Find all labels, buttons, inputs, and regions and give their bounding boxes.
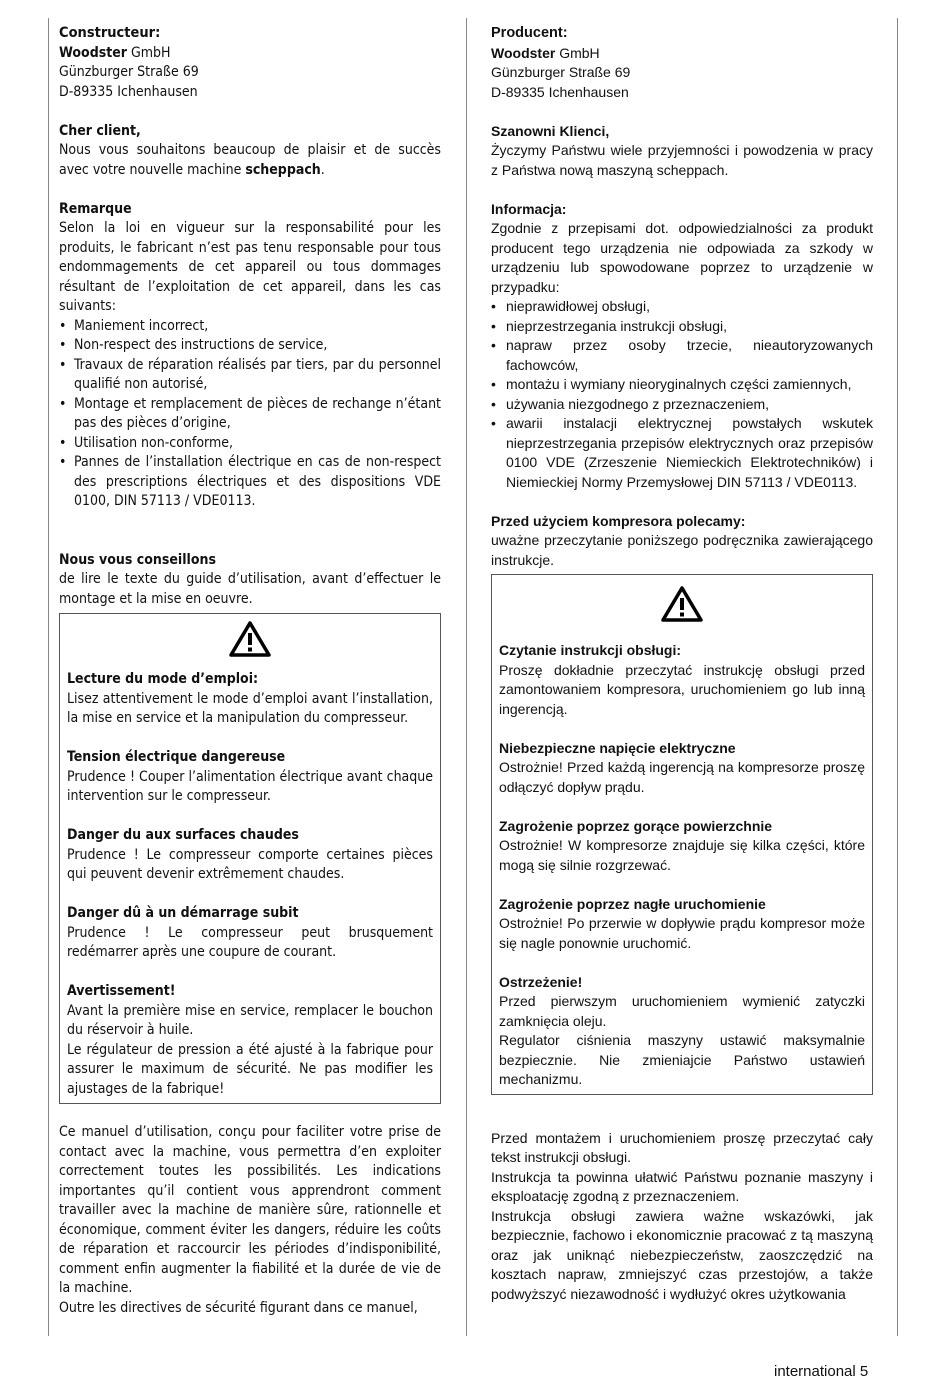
pl-closing-text-3: Instrukcja obsługi zawiera ważne wskazówki, jak bezpiecznie, fachowo i ekonomicznie pracować z tą maszyną oraz jak uniknąć niebezpieczeństw, zaoszczędzić na kosztach napraw, zmniejszyć czas przestojów, a także podwyższyć niezawodność i wydłużyć okres użytkowania: [491, 1207, 873, 1302]
fr-safety-box: [59, 613, 441, 1104]
pl-box-text-4: Ostrożnie! Po przerwie w dopływie prądu kompresor może się nagle ponownie uruchomić.: [499, 915, 865, 951]
pl-box-text-2: Ostrożnie! Przed każdą ingerencją na kompresorze proszę odłączyć dopływ prądu.: [499, 759, 865, 795]
fr-street: Günzburger Straße 69: [59, 64, 199, 80]
list-item: • używania niezgodnego z przeznaczeniem,: [491, 395, 873, 415]
polish-column: [491, 24, 873, 1304]
list-item: • montażu i wymiany nieoryginalnych części zamiennych,: [491, 375, 873, 395]
list-item: • Non-respect des instructions de service,: [59, 336, 441, 356]
list-item: • Travaux de réparation réalisés par tiers, par du personnel qualifié non autorisé,: [59, 356, 441, 395]
fr-note-list: [59, 317, 441, 512]
list-item: • awarii instalacji elektrycznej powstałych wskutek nieprzestrzegania przepisów elektrycznych oraz przepisów 0100 VDE (Zrzeszenie Niemieckich Elektrotechników) i Niemieckiej Normy Przemysłowej DIN 57113 / VDE0113.: [491, 414, 873, 492]
pl-box-text-5b: Regulator ciśnienia maszyny ustawić maksymalnie bezpiecznie. Nie zmieniajcie Państwo ustawień mechanizmu.: [499, 1032, 865, 1087]
pl-greeting-text: Życzymy Państwu wiele przyjemności i powodzenia w pracy z Państwa nową maszyną scheppach.: [491, 142, 873, 178]
pl-box-heading-1: Czytanie instrukcji obsługi:: [499, 642, 682, 658]
pl-box-heading-3: Zagrożenie poprzez gorące powierzchnie: [499, 817, 773, 834]
fr-note-heading: Remarque: [59, 200, 132, 217]
pl-street: Günzburger Straße 69: [491, 64, 631, 80]
fr-note-text: Selon la loi en vigueur sur la responsabilité pour les produits, le fabricant n’est pas tenu responsable pour tous endommagements de cet appareil ou tous dommages résultant de l’exploitation de cet appareil, dans les cas suivants:: [59, 220, 441, 314]
fr-city: D-89335 Ichenhausen: [59, 83, 198, 100]
fr-box-heading-2: Tension électrique dangereuse: [67, 749, 286, 765]
pl-manufacturer-heading: Producent:: [491, 25, 568, 41]
center-divider-line: [466, 18, 467, 1336]
fr-company: [59, 44, 441, 64]
warning-triangle-icon: [228, 620, 272, 658]
fr-advice-text: de lire le texte du guide d’utilisation, avant d’effectuer le montage et la mise en oeuvre.: [59, 571, 441, 607]
fr-box-heading-3: Danger du aux surfaces chaudes: [67, 827, 299, 843]
pl-note-list: [491, 297, 873, 492]
right-border-line: [897, 18, 898, 1336]
list-item: • napraw przez osoby trzecie, nieautoryzowanych fachowców,: [491, 336, 873, 375]
fr-greeting-heading: Cher client,: [59, 122, 141, 139]
pl-company-name: Woodster: [491, 44, 556, 61]
pl-box-text-3: Ostrożnie! W kompresorze znajduje się kilka części, które mogą się silnie rozgrzewać.: [499, 837, 865, 873]
pl-box-heading-5: Ostrzeżenie!: [499, 973, 583, 990]
fr-box-text-5a: Avant la première mise en service, remplacer le bouchon du réservoir à huile.: [67, 1002, 433, 1038]
fr-greeting: Nous vous souhaitons beaucoup de plaisir et de succès avec votre nouvelle machine scheppach.: [59, 142, 441, 178]
fr-brand: scheppach: [245, 161, 321, 178]
left-border-line: [48, 18, 49, 1336]
fr-box-text-2: Prudence ! Couper l’alimentation électrique avant chaque intervention sur le compresseur.: [67, 768, 433, 804]
list-item: • nieprzestrzegania instrukcji obsługi,: [491, 317, 873, 337]
pl-note-text: Zgodnie z przepisami dot. odpowiedzialności za produkt producent tego urządzenia nie odpowiada za szkody w urządzeniu lub spowodowane poprzez to urządzenie w przypadku:: [491, 220, 873, 295]
page-footer: international 5: [774, 1363, 869, 1380]
pl-box-heading-4: Zagrożenie poprzez nagłe uruchomienie: [499, 895, 766, 912]
pl-note-heading: Informacja:: [491, 200, 567, 217]
list-item: • Montage et remplacement de pièces de rechange n’étant pas des pièces d’origine,: [59, 395, 441, 434]
list-item: • Maniement incorrect,: [59, 317, 441, 337]
pl-box-heading-2: Niebezpieczne napięcie elektryczne: [499, 739, 736, 756]
fr-company-suffix: GmbH: [127, 44, 171, 61]
pl-box-text-1: Proszę dokładnie przeczytać instrukcję obsługi przed zamontowaniem kompresora, uruchomieniem go lub inną ingerencją.: [499, 661, 865, 717]
pl-safety-box: [491, 574, 873, 1095]
list-item: • nieprawidłowej obsługi,: [491, 297, 873, 317]
fr-box-heading-1: Lecture du mode d’emploi:: [67, 671, 259, 687]
fr-box-heading-4: Danger dû à un démarrage subit: [67, 905, 299, 921]
fr-box-text-1: Lisez attentivement le mode d’emploi avant l’installation, la mise en service et la manipulation du compresseur.: [67, 690, 433, 726]
pl-box-text-5a: Przed pierwszym uruchomieniem wymienić zatyczki zamknięcia oleju.: [499, 993, 865, 1029]
warning-triangle-icon: [660, 585, 704, 623]
list-item: • Pannes de l’installation électrique en cas de non-respect des prescriptions électriques et des dispositions VDE 0100, DIN 57113 / VDE0113.: [59, 453, 441, 512]
pl-company-suffix: GmbH: [555, 44, 600, 61]
list-item: • Utilisation non-conforme,: [59, 434, 441, 454]
fr-greeting-text: Nous vous souhaitons beaucoup de plaisir et de succès avec votre nouvelle machine: [59, 142, 441, 178]
pl-advice-text: uważne przeczytanie poniższego podręcznika zawierającego instrukcje.: [491, 532, 873, 568]
fr-box-text-5b: Le régulateur de pression a été ajusté à la fabrique pour assurer le maximum de sécurité. Ne pas modifier les ajustages de la fabrique!: [67, 1041, 433, 1097]
pl-greeting-heading: Szanowni Klienci,: [491, 122, 610, 139]
fr-closing-text-1: Ce manuel d’utilisation, conçu pour faciliter votre prise de contact avec la machine, vous permettra d’en exploiter correctement toutes les possibilités. Les indications importantes qu’il contient vous apprendront comment travailler avec la machine de manière sûre, rationnelle et économique, comment éviter les dangers, réduire les coûts de réparation et raccourcir les périodes d’indisponibilité, comment enfin augmenter la fiabilité et la durée de vie de la machine.: [59, 1124, 441, 1296]
french-column: [59, 24, 441, 1318]
fr-box-heading-5: Avertissement!: [67, 983, 176, 999]
fr-box-text-4: Prudence ! Le compresseur peut brusquement redémarrer après une coupure de courant.: [67, 924, 433, 960]
pl-closing-text-2: Instrukcja ta powinna ułatwić Państwu poznanie maszyny i eksploatację zgodną z przeznaczeniem.: [491, 1168, 873, 1204]
fr-box-text-3: Prudence ! Le compresseur comporte certaines pièces qui peuvent devenir extrêmement chaudes.: [67, 846, 433, 882]
fr-advice-heading: Nous vous conseillons: [59, 551, 216, 568]
fr-manufacturer-heading: Constructeur:: [59, 25, 161, 41]
fr-closing-text-2: Outre les directives de sécurité figurant dans ce manuel,: [59, 1299, 418, 1316]
pl-advice-heading: Przed użyciem kompresora polecamy:: [491, 512, 746, 529]
pl-city: D-89335 Ichenhausen: [491, 83, 629, 100]
fr-company-name: Woodster: [59, 44, 128, 61]
pl-closing-text-1: Przed montażem i uruchomieniem proszę przeczytać cały tekst instrukcji obsługi.: [491, 1129, 873, 1165]
pl-company: [491, 44, 873, 64]
